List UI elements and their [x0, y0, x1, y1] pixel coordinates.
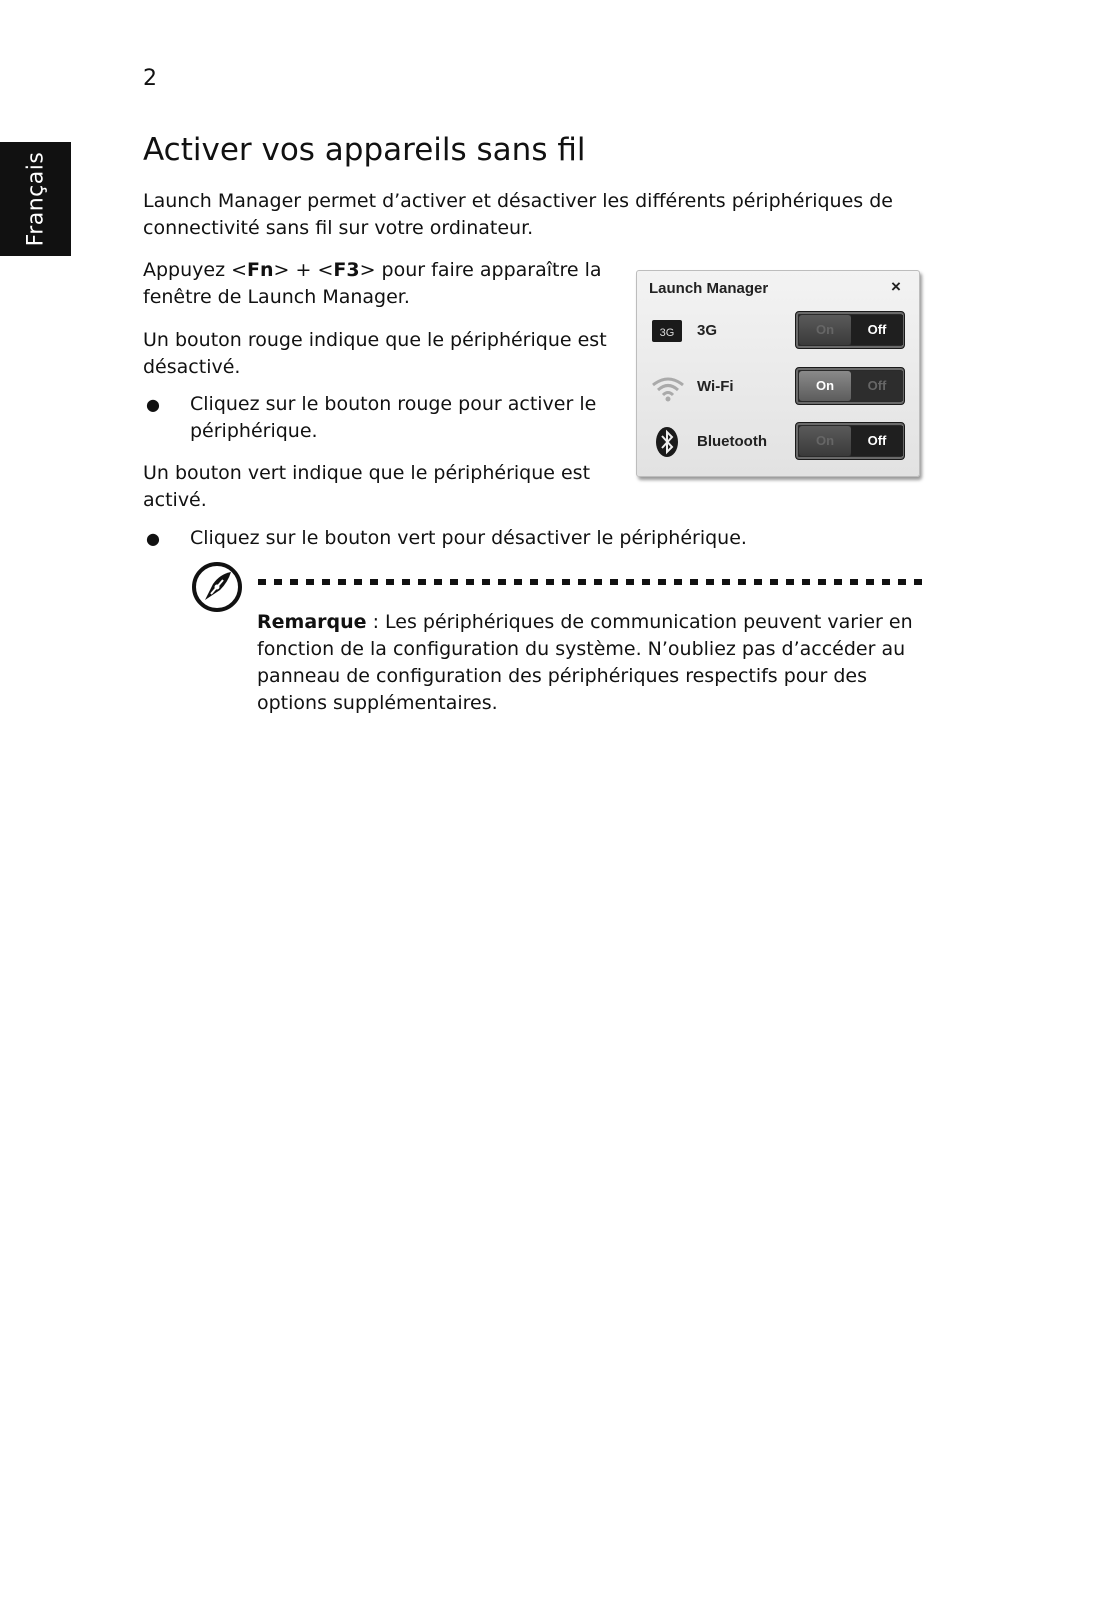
bullet-icon: ● — [146, 529, 160, 548]
language-tab — [0, 142, 71, 256]
bullet-red-text: Cliquez sur le bouton rouge pour activer le périphérique. — [190, 393, 597, 442]
red-button-paragraph: Un bouton rouge indique que le périphérique est désactivé. — [143, 329, 607, 378]
device-label-3g: 3G — [697, 322, 718, 339]
toggle-3g[interactable] — [795, 311, 905, 349]
shortcut-paragraph — [143, 257, 618, 311]
note-pen-icon — [190, 560, 244, 614]
close-icon[interactable]: × — [891, 277, 901, 296]
wifi-icon — [651, 373, 683, 401]
language-tab-label: Français — [23, 151, 48, 247]
note-divider — [258, 579, 928, 585]
device-label-bluetooth: Bluetooth — [697, 433, 767, 450]
note-label: Remarque — [257, 611, 367, 633]
toggle-3g-off[interactable]: Off — [851, 315, 903, 345]
device-row-3g — [637, 311, 919, 351]
svg-text:3G: 3G — [659, 327, 675, 339]
bullet-red — [143, 391, 618, 445]
key-f3: F3 — [333, 259, 360, 281]
shortcut-prefix: Appuyez < — [143, 259, 248, 281]
toggle-wifi[interactable] — [795, 367, 905, 405]
note-paragraph — [257, 609, 917, 717]
page-title: Activer vos appareils sans fil — [143, 132, 586, 168]
bullet-icon: ● — [146, 395, 160, 414]
launch-manager-title: Launch Manager — [649, 280, 769, 297]
device-row-wifi — [637, 367, 919, 407]
note-text: : Les périphériques de communication peuvent varier en fonction de la configuration du système. N’oubliez pas d’accéder au panneau de configuration des périphériques respectifs pour des options supplémentaires. — [257, 611, 913, 714]
launch-manager-window — [636, 270, 920, 477]
toggle-bluetooth-off[interactable]: Off — [851, 426, 903, 456]
shortcut-suffix: > pour faire apparaître la fenêtre de Launch Manager. — [143, 259, 602, 308]
device-label-wifi: Wi-Fi — [697, 378, 734, 395]
page-number: 2 — [143, 66, 157, 91]
shortcut-middle: > + < — [273, 259, 334, 281]
toggle-wifi-off[interactable]: Off — [851, 371, 903, 401]
toggle-3g-on[interactable]: On — [799, 315, 851, 345]
bullet-green — [143, 525, 943, 552]
toggle-bluetooth-on[interactable]: On — [799, 426, 851, 456]
bullet-green-text: Cliquez sur le bouton vert pour désactiver le périphérique. — [190, 527, 747, 549]
bluetooth-icon — [651, 428, 683, 456]
toggle-wifi-on[interactable]: On — [799, 371, 851, 401]
intro-paragraph: Launch Manager permet d’activer et désactiver les différents périphériques de connectivité sans fil sur votre ordinateur. — [143, 190, 893, 239]
green-button-paragraph: Un bouton vert indique que le périphérique est activé. — [143, 462, 591, 511]
toggle-bluetooth[interactable] — [795, 422, 905, 460]
device-row-bluetooth — [637, 422, 919, 462]
key-fn: Fn — [247, 259, 274, 281]
3g-icon — [651, 317, 683, 345]
